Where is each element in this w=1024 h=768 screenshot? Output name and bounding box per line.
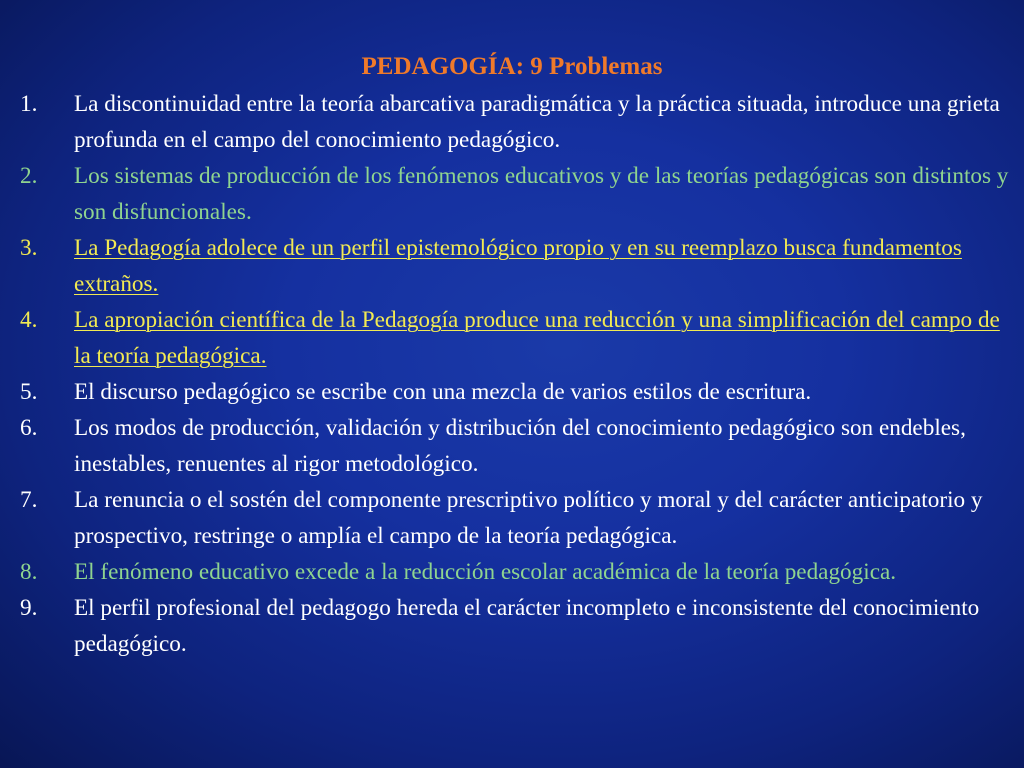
item-number: 1. [20, 91, 38, 117]
list-item [20, 158, 1010, 230]
list-item [20, 590, 1010, 662]
list-item [20, 86, 1010, 158]
item-text: El fenómeno educativo excede a la reducción escolar académica de la teoría pedagógica. [74, 559, 897, 585]
item-text: El discurso pedagógico se escribe con una mezcla de varios estilos de escritura. [74, 379, 812, 405]
list-item [20, 482, 1010, 554]
item-text: Los modos de producción, validación y distribución del conocimiento pedagógico son endebles, inestables, renuentes al rigor metodológico. [74, 415, 966, 477]
item-number: 6. [20, 415, 38, 441]
item-number: 9. [20, 595, 38, 621]
item-text: Los sistemas de producción de los fenómenos educativos y de las teorías pedagógicas son distintos y son disfuncionales. [74, 163, 1009, 225]
item-text: La discontinuidad entre la teoría abarcativa paradigmática y la práctica situada, introduce una grieta profunda en el campo del conocimiento pedagógico. [74, 91, 1000, 153]
item-text: El perfil profesional del pedagogo hereda el carácter incompleto e inconsistente del conocimiento pedagógico. [74, 595, 980, 657]
list-item [20, 374, 1010, 410]
list-item [20, 410, 1010, 482]
list-item [20, 230, 1010, 302]
item-text: La apropiación científica de la Pedagogía produce una reducción y una simplificación del campo de la teoría pedagógica. [74, 307, 1000, 369]
item-number: 7. [20, 487, 38, 513]
item-text: La Pedagogía adolece de un perfil epistemológico propio y en su reemplazo busca fundamentos extraños. [74, 235, 962, 297]
item-number: 5. [20, 379, 38, 405]
item-number: 4. [20, 307, 38, 333]
slide-title: PEDAGOGÍA: 9 Problemas [361, 53, 663, 80]
item-number: 8. [20, 559, 38, 585]
item-number: 2. [20, 163, 38, 189]
list-item [20, 302, 1010, 374]
problem-list [20, 86, 1010, 662]
list-item [20, 554, 1010, 590]
item-text: La renuncia o el sostén del componente prescriptivo político y moral y del carácter anticipatorio y prospectivo, restringe o amplía el campo de la teoría pedagógica. [74, 487, 983, 549]
item-number: 3. [20, 235, 38, 261]
